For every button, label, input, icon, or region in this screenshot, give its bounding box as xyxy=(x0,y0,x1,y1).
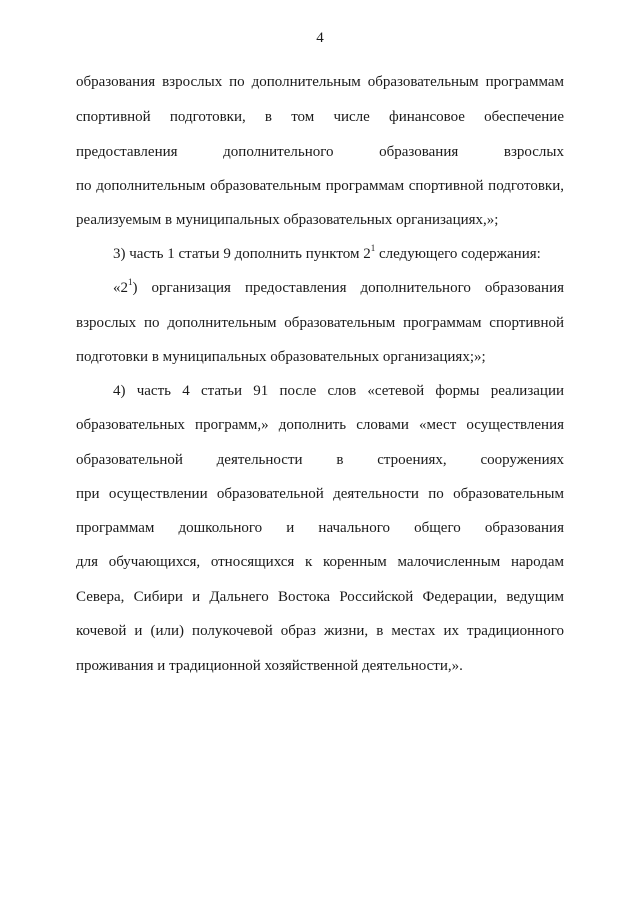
text-line: Севера, Сибири и Дальнего Востока Российской Федерации, ведущим xyxy=(76,589,564,605)
text-line: образования взрослых по дополнительным образовательным программам xyxy=(76,74,564,90)
text-line: по дополнительным образовательным программам спортивной подготовки, xyxy=(76,178,564,194)
text-segment: ) организация предоставления дополнительного образования xyxy=(132,280,564,296)
text-line xyxy=(113,278,564,298)
text-line: проживания и традиционной хозяйственной деятельности,». xyxy=(76,658,463,674)
superscript: 1 xyxy=(370,243,376,253)
text-line: предоставления дополнительного образования взрослых xyxy=(76,144,564,160)
text-line: программам дошкольного и начального общего образования xyxy=(76,520,564,536)
text-line: при осуществлении образовательной деятельности по образовательным xyxy=(76,486,564,502)
text-line: образовательной деятельности в строениях, сооружениях xyxy=(76,452,564,468)
text-line: спортивной подготовки, в том числе финансовое обеспечение xyxy=(76,109,564,125)
text-line: 4) часть 4 статьи 91 после слов «сетевой формы реализации xyxy=(113,383,564,399)
text-segment: следующего содержания: xyxy=(375,246,541,262)
text-line: реализуемым в муниципальных образовательных организациях,»; xyxy=(76,212,499,228)
text-line: для обучающихся, относящихся к коренным малочисленным народам xyxy=(76,554,564,570)
text-line: образовательных программ,» дополнить словами «мест осуществления xyxy=(76,417,564,433)
page-number: 4 xyxy=(316,30,324,46)
text-line xyxy=(113,244,564,264)
text-segment: «2 xyxy=(113,280,128,296)
text-segment: 3) часть 1 статьи 9 дополнить пунктом 2 xyxy=(113,246,371,262)
text-line: кочевой и (или) полукочевой образ жизни, в местах их традиционного xyxy=(76,623,564,639)
text-line: взрослых по дополнительным образовательным программам спортивной xyxy=(76,315,564,331)
superscript: 1 xyxy=(128,277,133,287)
text-line: подготовки в муниципальных образовательных организациях;»; xyxy=(76,349,486,365)
